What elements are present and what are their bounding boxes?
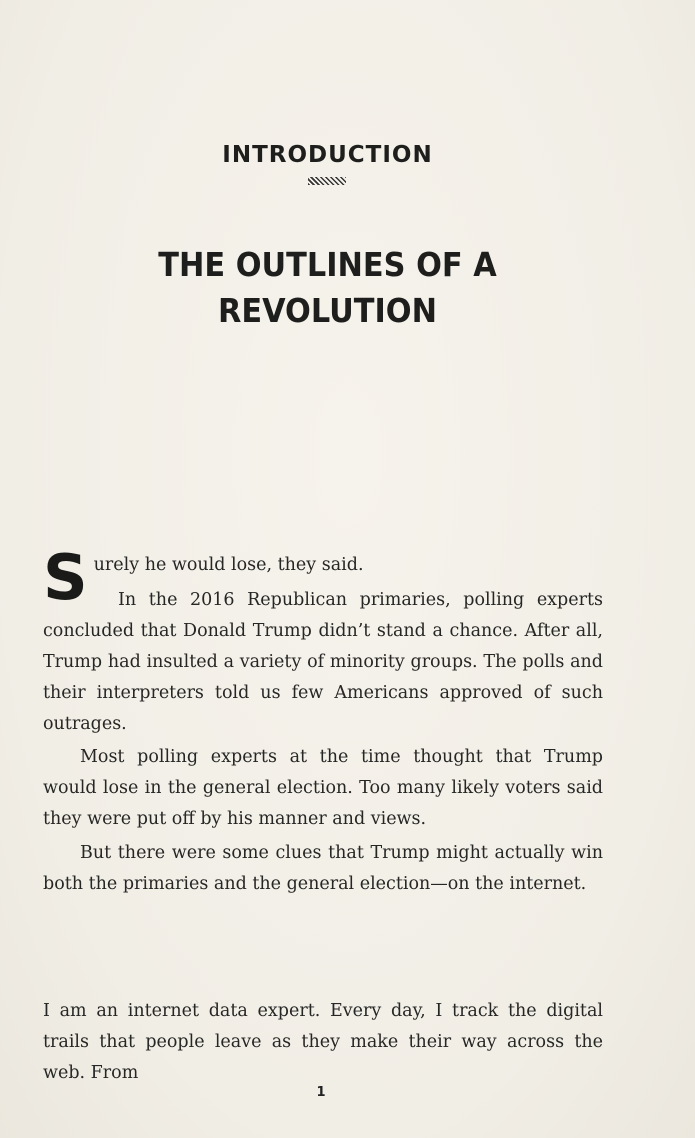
chapter-title	[26, 242, 629, 334]
chapter-title-line-2: REVOLUTION	[217, 291, 438, 330]
paragraph-1	[43, 550, 603, 581]
paragraph-1-text: urely he would lose, they said.	[93, 555, 364, 575]
chapter-title-line-1: THE OUTLINES OF A	[158, 245, 497, 284]
paragraph-4-block	[43, 838, 603, 900]
paragraph-5-block	[43, 996, 603, 1089]
ornament-divider	[308, 177, 346, 185]
paragraph-3: Most polling experts at the time thought that Trump would lose in the general election. Too many likely voters said they were put off by his manner and views.	[43, 747, 603, 829]
paragraph-5: I am an internet data expert. Every day, I track the digital trails that people leave as they make their way across the web. From	[43, 1001, 603, 1083]
drop-cap: S	[43, 541, 88, 614]
chapter-label: INTRODUCTION	[222, 142, 433, 168]
paragraph-4: But there were some clues that Trump might actually win both the primaries and the general election—on the internet.	[43, 843, 603, 894]
paragraph-2-block	[43, 585, 603, 740]
paragraph-3-block	[43, 742, 603, 835]
paragraph-2: In the 2016 Republican primaries, polling experts concluded that Donald Trump didn’t stand a chance. After all, Trump had insulted a variety of minority groups. The polls and their interpreters told us few Americans approved of such outrages.	[43, 590, 603, 734]
page-number: 1	[316, 1085, 326, 1100]
